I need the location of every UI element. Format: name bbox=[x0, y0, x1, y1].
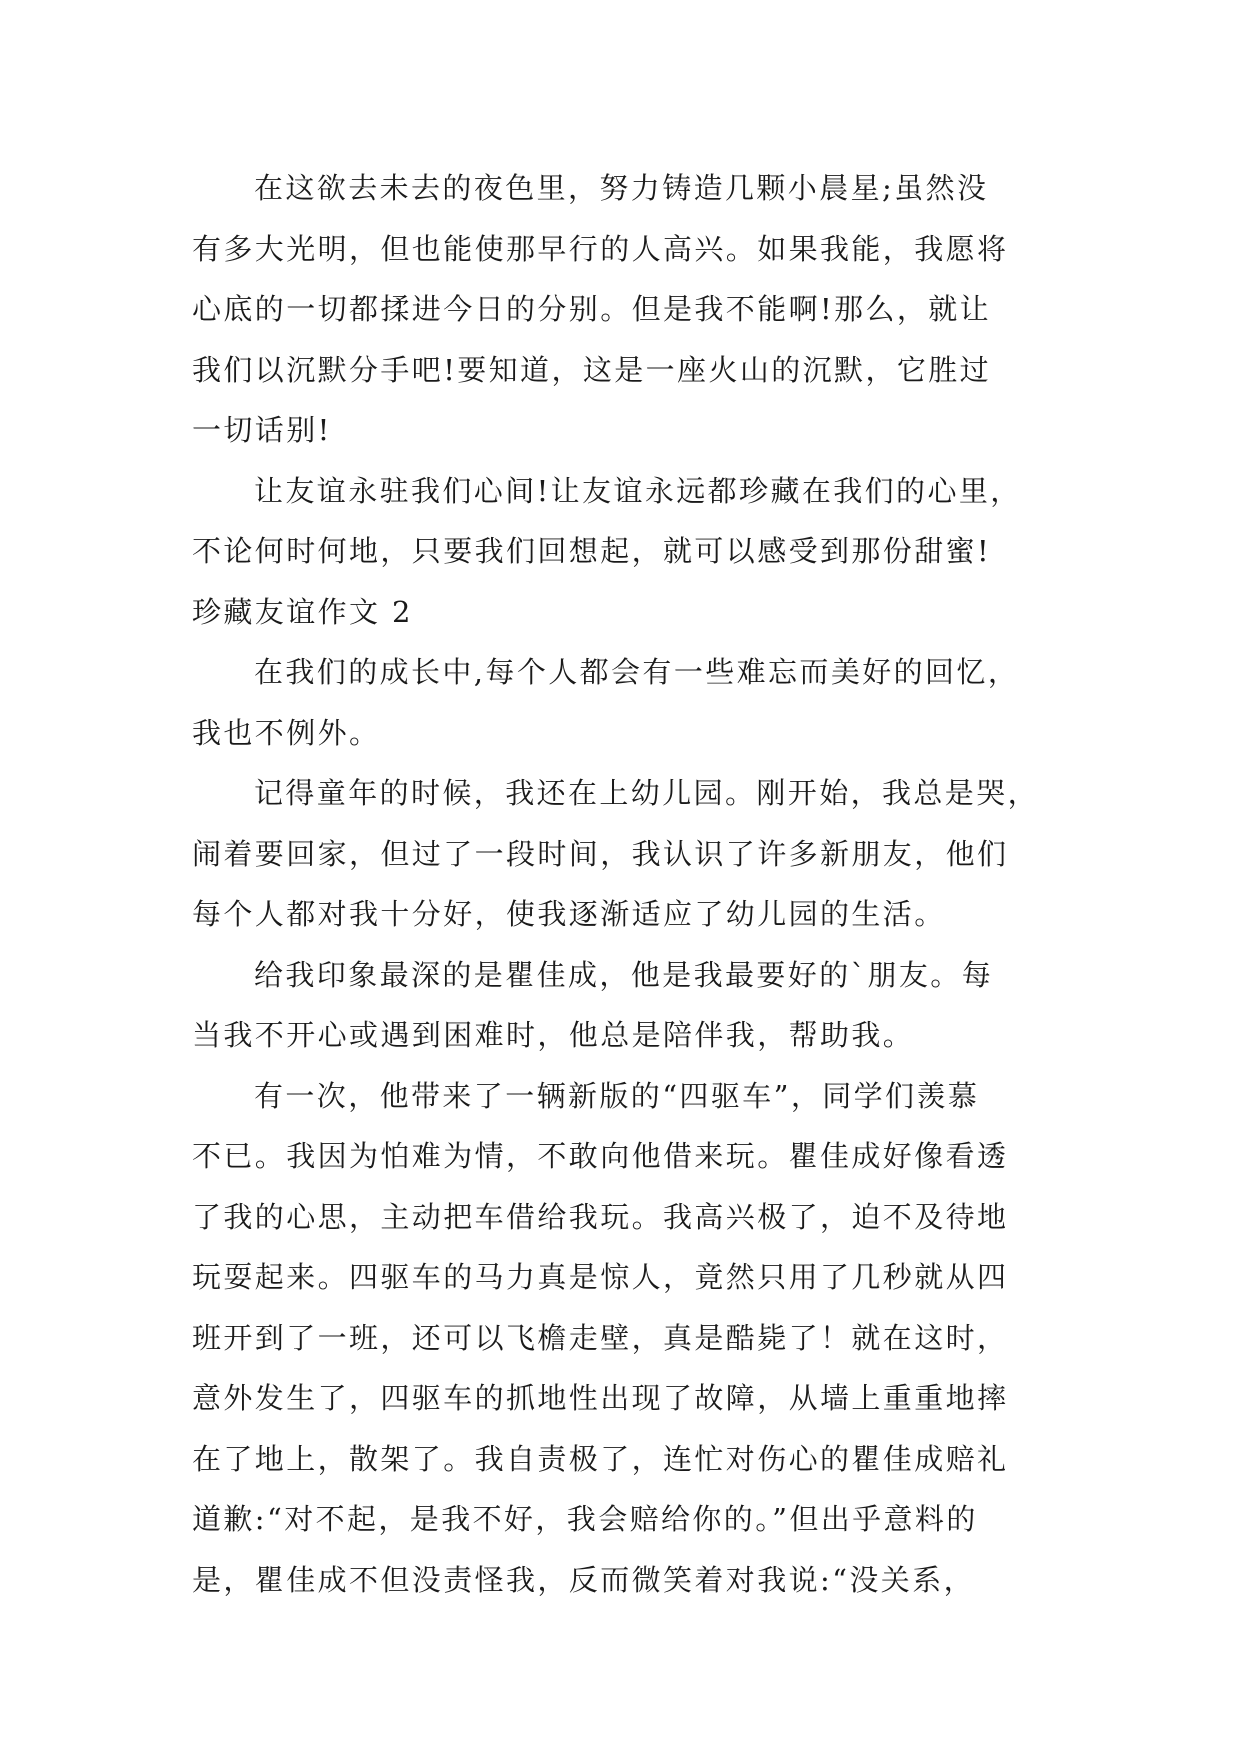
text-line: 让友谊永驻我们心间!让友谊永远都珍藏在我们的心里， bbox=[254, 473, 1022, 508]
text-line: 记得童年的时候，我还在上幼儿园。刚开始，我总是哭， bbox=[254, 776, 1040, 810]
text-line: 班开到了一班，还可以飞檐走壁，真是酷毙了！就在这时， bbox=[192, 1320, 1009, 1355]
document-body bbox=[192, 158, 1052, 1610]
text-line: 不论何时何地，只要我们回想起，就可以感受到那份甜蜜! bbox=[192, 534, 992, 568]
text-line: 道歉:“对不起，是我不好，我会赔给你的。”但出乎意料的 bbox=[192, 1502, 978, 1536]
text-line: 在了地上，散架了。我自责极了，连忙对伤心的瞿佳成赔礼 bbox=[192, 1441, 1009, 1476]
text-line: 了我的心思，主动把车借给我玩。我高兴极了，迫不及待地 bbox=[192, 1199, 1009, 1234]
text-line: 一切话别! bbox=[192, 413, 332, 447]
text-line: 意外发生了，四驱车的抓地性出现了故障，从墙上重重地摔 bbox=[192, 1381, 1009, 1415]
text-line: 有多大光明，但也能使那早行的人高兴。如果我能，我愿将 bbox=[192, 231, 1009, 266]
text-line: 心底的一切都揉进今日的分别。但是我不能啊!那么，就让 bbox=[192, 292, 992, 326]
text-line: 在我们的成长中,每个人都会有一些难忘而美好的回忆， bbox=[254, 655, 1020, 689]
text-line: 有一次，他带来了一辆新版的“四驱车”，同学们羡慕 bbox=[254, 1078, 980, 1113]
text-line: 不已。我因为怕难为情，不敢向他借来玩。瞿佳成好像看透 bbox=[192, 1139, 1009, 1173]
text-line: 是，瞿佳成不但没责怪我，反而微笑着对我说:“没关系， bbox=[192, 1562, 975, 1597]
section-heading: 珍藏友谊作文 2 bbox=[192, 594, 413, 629]
text-line: 闹着要回家，但过了一段时间，我认识了许多新朋友，他们 bbox=[192, 836, 1009, 871]
text-line: 我也不例外。 bbox=[192, 715, 381, 750]
text-line: 给我印象最深的是瞿佳成，他是我最要好的`朋友。每 bbox=[254, 957, 994, 992]
text-line: 我们以沉默分手吧!要知道，这是一座火山的沉默，它胜过 bbox=[192, 352, 992, 387]
text-line: 每个人都对我十分好，使我逐渐适应了幼儿园的生活。 bbox=[192, 897, 946, 931]
text-line: 当我不开心或遇到困难时，他总是陪伴我，帮助我。 bbox=[192, 1018, 915, 1052]
text-line: 在这欲去未去的夜色里，努力铸造几颗小晨星;虽然没 bbox=[254, 171, 989, 205]
text-line: 玩耍起来。四驱车的马力真是惊人，竟然只用了几秒就从四 bbox=[192, 1260, 1009, 1294]
